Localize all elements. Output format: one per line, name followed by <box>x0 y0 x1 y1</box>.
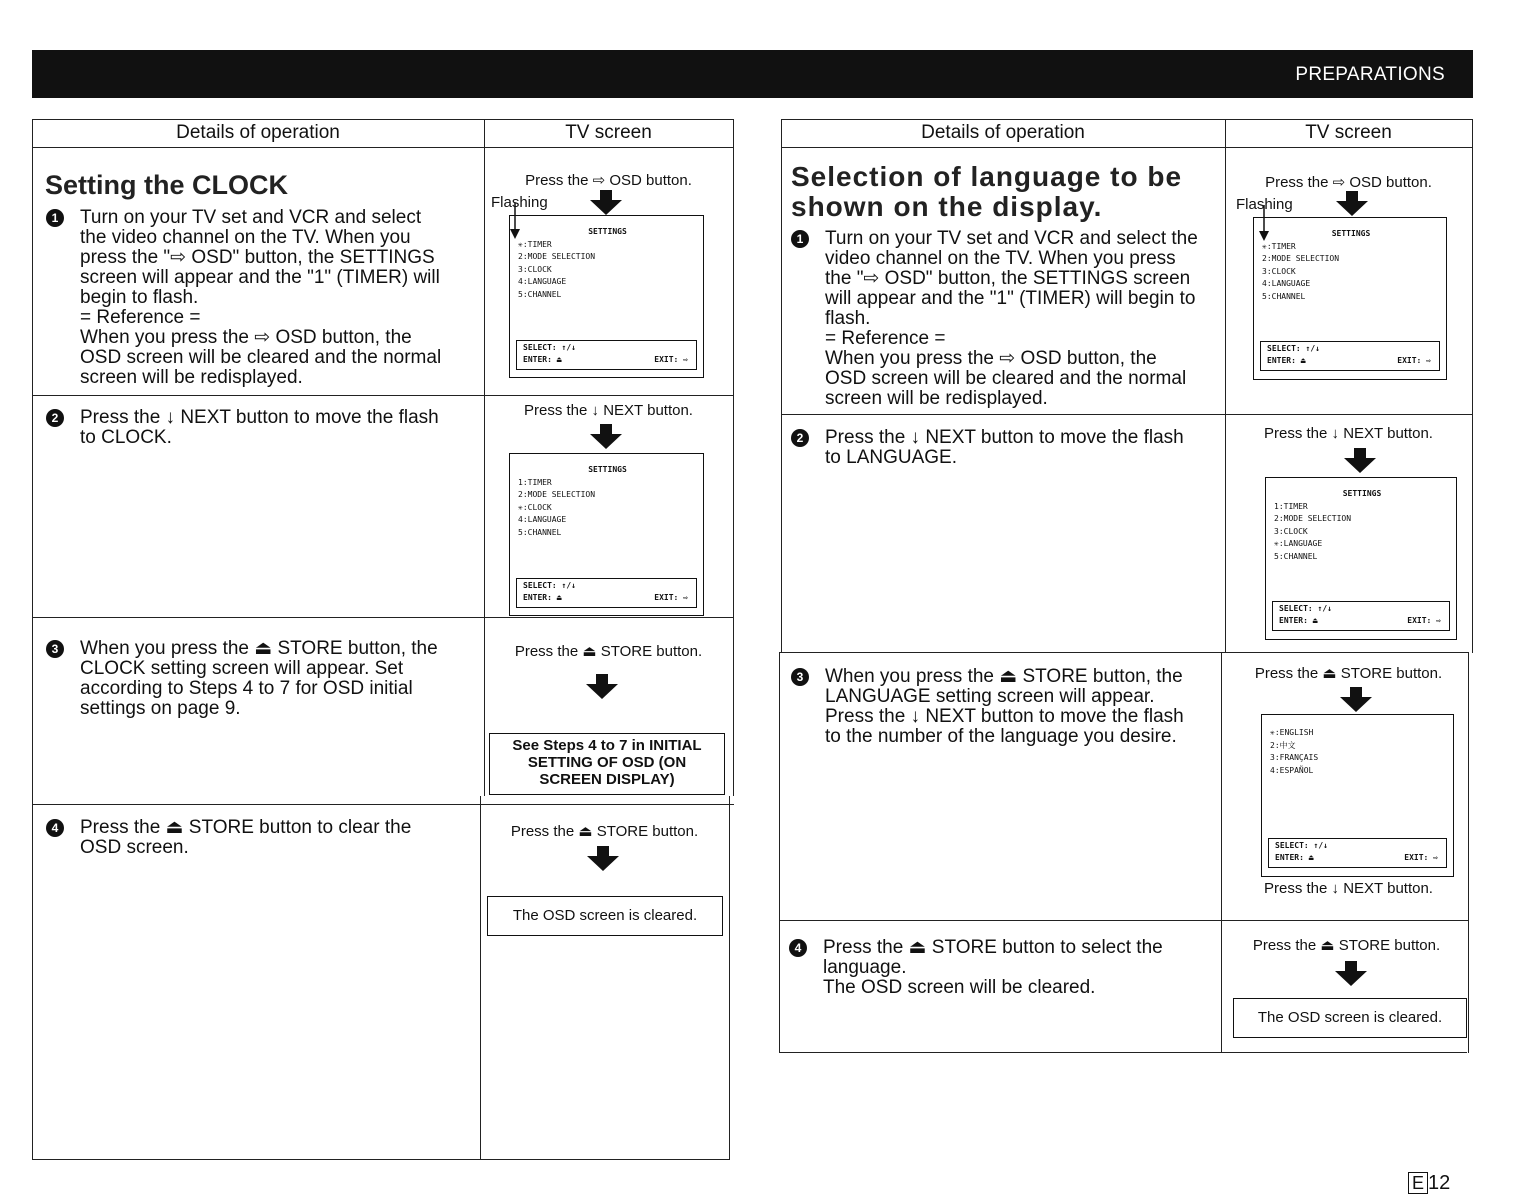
right-tv4-cleared-box: The OSD screen is cleared. <box>1233 998 1467 1038</box>
right-col-details-header: Details of operation <box>921 122 1085 143</box>
right-tv3-instruction: Press the ⏏ STORE button. <box>1254 665 1443 682</box>
left-tv2-screen: SETTINGS 1:TIMER 2:MODE SELECTION ✳:CLOCK 4:LANGUAGE 5:CHANNEL SELECT: ↑/↓ ENTER: ⏏ EXIT: ⇨ <box>509 453 704 616</box>
left-tv3-instruction: Press the ⏏ STORE button. <box>514 643 703 660</box>
down-arrow-icon <box>586 846 620 872</box>
left-tv2-select-bar: SELECT: ↑/↓ ENTER: ⏏ EXIT: ⇨ <box>516 578 697 608</box>
right-step-1: 1 Turn on your TV set and VCR and select the video channel on the TV. When you press the "⇨ OSD" button, the SETTINGS screen will appear and the "1" (TIMER) will begin to flash. = Reference = When you press the ⇨ OSD button, the OSD screen will be cleared and the normal screen will be redisplayed. <box>791 229 1221 414</box>
right-col-tv-header: TV screen <box>1305 122 1392 143</box>
left-tv4-cleared-box: The OSD screen is cleared. <box>487 896 723 936</box>
page-number-value: 12 <box>1428 1172 1451 1194</box>
page-letter: E <box>1408 1172 1428 1194</box>
right-tv3-next-instruction: Press the ↓ NEXT button. <box>1264 880 1433 897</box>
left-step-1: 1 Turn on your TV set and VCR and select the video channel on the TV. When you press the "⇨ OSD" button, the SETTINGS screen will appear and the "1" (TIMER) will begin to flash. = Reference = When you press the ⇨ OSD button, the OSD screen will be cleared and the normal screen will be redisplayed. <box>46 208 474 393</box>
right-tv3-select-bar: SELECT: ↑/↓ ENTER: ⏏ EXIT: ⇨ <box>1268 838 1447 868</box>
right-tv1-select-bar: SELECT: ↑/↓ ENTER: ⏏ EXIT: ⇨ <box>1260 341 1440 371</box>
right-step-3: 3 When you press the ⏏ STORE button, the LANGUAGE setting screen will appear. Press the ↓ NEXT button to move the flash to the number of the language you desire. <box>791 667 1221 757</box>
right-tv1-screen: SETTINGS ✳:TIMER 2:MODE SELECTION 3:CLOCK 4:LANGUAGE 5:CHANNEL SELECT: ↑/↓ ENTER: ⏏ EXIT: ⇨ <box>1253 217 1447 380</box>
down-arrow-icon <box>585 674 619 700</box>
right-step-2: 2 Press the ↓ NEXT button to move the flash to LANGUAGE. <box>791 428 1221 478</box>
left-col-tv-header: TV screen <box>565 122 652 143</box>
down-arrow-icon <box>1343 448 1377 474</box>
right-tv2-screen: SETTINGS 1:TIMER 2:MODE SELECTION 3:CLOCK ✳:LANGUAGE 5:CHANNEL SELECT: ↑/↓ ENTER: ⏏ EXIT: ⇨ <box>1265 477 1457 640</box>
right-tv1-instruction: Press the ⇨ OSD button. <box>1265 174 1432 191</box>
left-tv4-instruction: Press the ⏏ STORE button. <box>510 823 699 840</box>
left-section-title: Setting the CLOCK <box>45 170 288 200</box>
left-step-2: 2 Press the ↓ NEXT button to move the flash to CLOCK. <box>46 408 474 458</box>
left-tv1-flashing-label: Flashing <box>491 194 548 211</box>
left-tv1-instruction: Press the ⇨ OSD button. <box>525 172 692 189</box>
left-step-4: 4 Press the ⏏ STORE button to clear the OSD screen. <box>46 818 474 868</box>
page-number <box>1408 1172 1450 1195</box>
banner-title: PREPARATIONS <box>1295 64 1445 85</box>
down-arrow-icon <box>1334 961 1368 987</box>
left-tv3-note-box: See Steps 4 to 7 in INITIAL SETTING OF OSD (ON SCREEN DISPLAY) <box>489 733 725 795</box>
down-arrow-icon <box>589 424 623 450</box>
right-step-4: 4 Press the ⏏ STORE button to select the language. The OSD screen will be cleared. <box>789 938 1219 1008</box>
right-tv1-flashing-label: Flashing <box>1236 196 1293 213</box>
right-tv2-instruction: Press the ↓ NEXT button. <box>1264 425 1433 442</box>
right-tv3-language-screen: ✳:ENGLISH 2:中文 3:FRANÇAIS 4:ESPAÑOL SELECT: ↑/↓ ENTER: ⏏ EXIT: ⇨ <box>1261 714 1454 877</box>
left-col-details-header: Details of operation <box>176 122 340 143</box>
section-banner <box>32 50 1473 98</box>
left-tv1-select-bar: SELECT: ↑/↓ ENTER: ⏏ EXIT: ⇨ <box>516 340 697 370</box>
left-tv1-screen: SETTINGS ✳:TIMER 2:MODE SELECTION 3:CLOCK 4:LANGUAGE 5:CHANNEL SELECT: ↑/↓ ENTER: ⏏ EXIT: ⇨ <box>509 215 704 378</box>
right-tv4-instruction: Press the ⏏ STORE button. <box>1252 937 1441 954</box>
right-tv2-select-bar: SELECT: ↑/↓ ENTER: ⏏ EXIT: ⇨ <box>1272 601 1450 631</box>
down-arrow-icon <box>1335 191 1369 217</box>
left-step-3: 3 When you press the ⏏ STORE button, the CLOCK setting screen will appear. Set according to Steps 4 to 7 for OSD initial settings on page 9. <box>46 639 474 729</box>
down-arrow-icon <box>1339 687 1373 713</box>
down-arrow-icon <box>589 190 623 216</box>
left-tv2-instruction: Press the ↓ NEXT button. <box>524 402 693 419</box>
right-section-title: Selection of language to be shown on the display. <box>791 161 1183 222</box>
